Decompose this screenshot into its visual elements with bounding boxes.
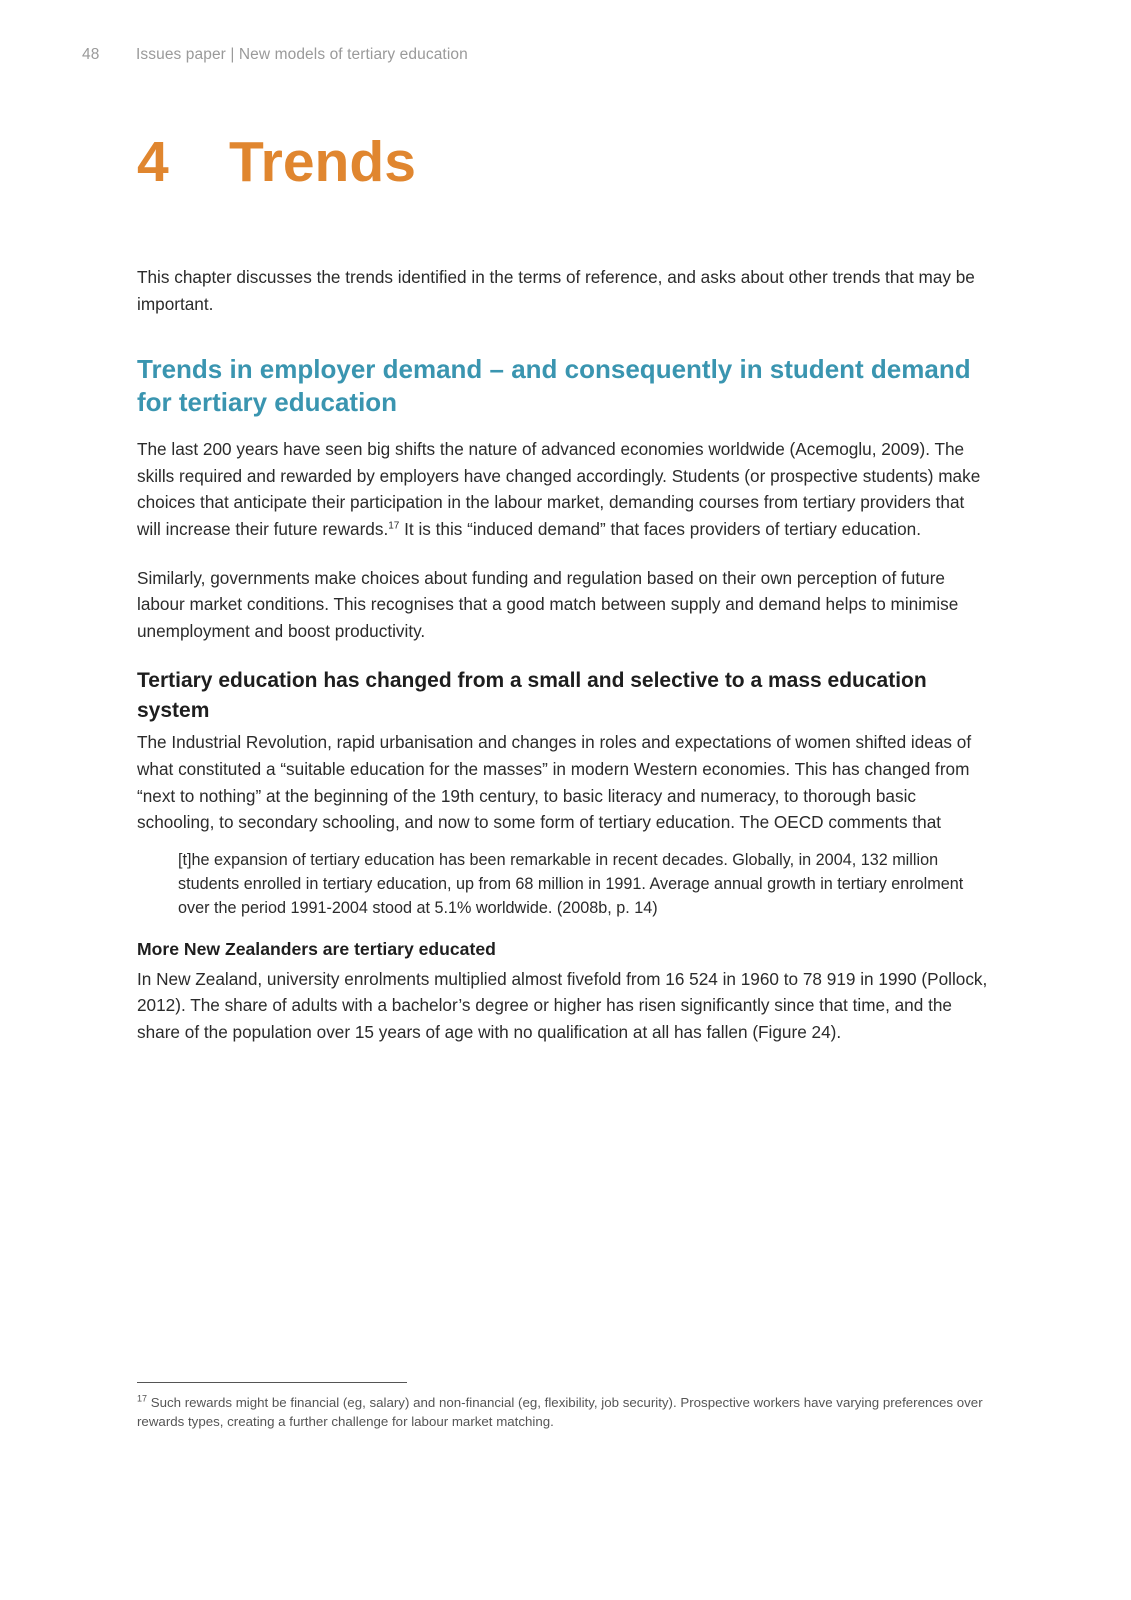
chapter-number: 4 [137,130,169,194]
footnote-text: Such rewards might be financial (eg, salary) and non-financial (eg, flexibility, job security). Prospective workers have varying preferences over rewards types, creating a further challenge for labour market matching. [137,1395,983,1429]
running-title: Issues paper | New models of tertiary education [136,46,468,63]
main-content [137,264,989,1045]
footnote-marker: 17 [137,1393,148,1404]
paragraph-government-choices: Similarly, governments make choices about funding and regulation based on their own perception of future labour market conditions. This recognises that a good match between supply and demand helps to minimise unemployment and boost productivity. [137,567,959,641]
footnote [137,1394,989,1431]
intro-paragraph: This chapter discusses the trends identified in the terms of reference, and asks about other trends that may be important. [137,267,975,314]
paragraph-nz-enrolments: In New Zealand, university enrolments multiplied almost fivefold from 16 524 in 1960 to 78 919 in 1990 (Pollock, 2012). The share of adults with a bachelor’s degree or higher has risen significantly since that time, and the share of the population over 15 years of age with no qualification at all has fallen (Figure 24). [137,968,988,1042]
subsubsection-heading-nz: More New Zealanders are tertiary educated [137,938,496,959]
footnote-divider [137,1382,407,1383]
oecd-quote: [t]he expansion of tertiary education has been remarkable in recent decades. Globally, in 2004, 132 million students enrolled in tertiary education, up from 68 million in 1991. Average annual growth in tertiary enrolment over the period 1991-2004 stood at 5.1% worldwide. (2008b, p. 14) [178,850,964,918]
chapter-title-text: Trends [229,130,416,194]
section-heading-employer-demand: Trends in employer demand – and consequently in student demand for tertiary education [137,354,971,418]
paragraph-employer-demand [137,436,989,542]
paragraph-text-continued: It is this “induced demand” that faces providers of tertiary education. [399,518,921,539]
page-number: 48 [82,46,100,63]
paragraph-text: The last 200 years have seen big shifts the nature of advanced economies worldwide (Acemoglu, 2009). The skills required and rewarded by employers have changed accordingly. Students (or prospective students) make choices that anticipate their participation in the labour market, demanding courses from tertiary providers that will increase their future rewards. [137,439,981,539]
chapter-title [137,130,416,194]
subsection-heading-mass-education: Tertiary education has changed from a small and selective to a mass education system [137,669,927,723]
paragraph-mass-education: The Industrial Revolution, rapid urbanisation and changes in roles and expectations of women shifted ideas of what constituted a “suitable education for the masses” in modern Western economies. This has changed from “next to nothing” at the beginning of the 19th century, to basic literacy and numeracy, to thorough basic schooling, to secondary schooling, and now to some form of tertiary education. The OECD comments that [137,732,972,833]
running-header [82,46,468,64]
footnote-reference[interactable]: 17 [388,520,400,532]
